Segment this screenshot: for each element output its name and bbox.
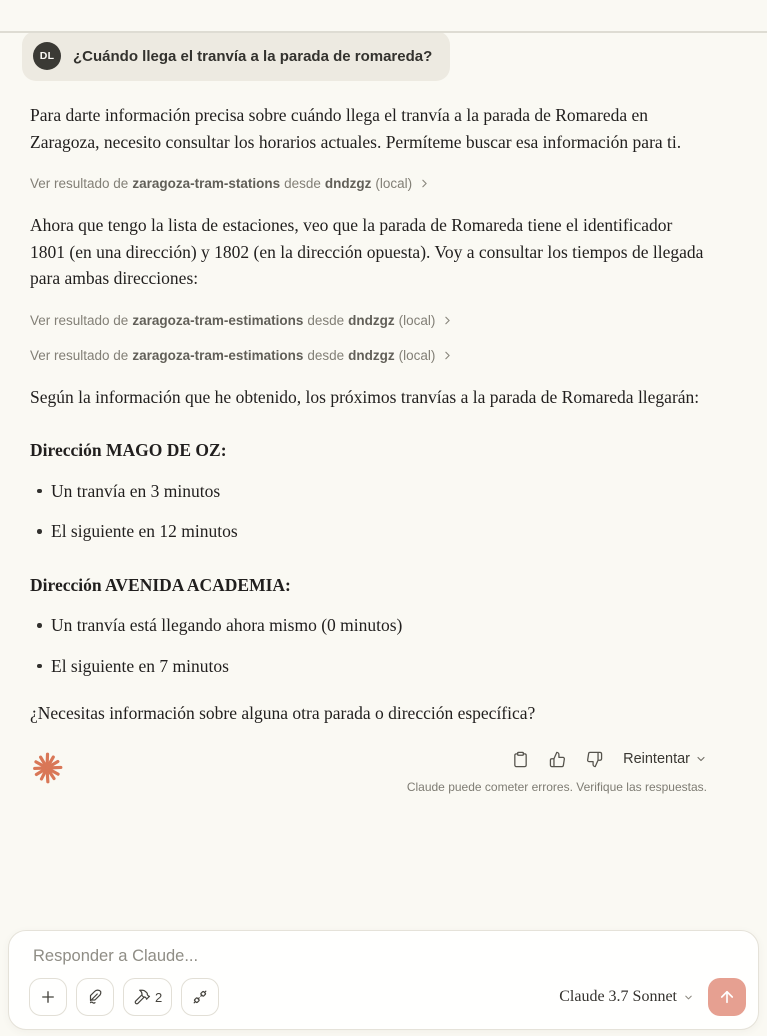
chevron-right-icon	[418, 177, 431, 190]
claude-logo	[30, 751, 64, 790]
tool-result-suffix: (local)	[398, 312, 436, 328]
hammer-icon	[133, 988, 151, 1006]
response-paragraph: Ahora que tengo la lista de estaciones, veo que la parada de Romareda tiene el identificador 1801 (en una dirección) y 1802 (en la dirección opuesta). Voy a consultar los tiempos de llegada para ambas direcciones:	[30, 215, 704, 288]
tool-result-prefix: Ver resultado de	[30, 312, 129, 328]
tool-server: dndzgz	[324, 176, 372, 191]
copy-button[interactable]	[512, 751, 529, 768]
disclaimer-text: Claude puede cometer errores. Verifique las respuestas.	[406, 779, 707, 794]
tool-result-connector: desde	[307, 312, 345, 328]
writing-style-button[interactable]	[76, 978, 114, 1016]
list-item: Un tranvía está llegando ahora mismo (0 minutos)	[30, 612, 707, 639]
response-closing: ¿Necesitas información sobre alguna otra parada o dirección específica?	[30, 703, 536, 723]
arrival-list	[30, 478, 707, 545]
model-label: Claude 3.7 Sonnet	[559, 988, 677, 1005]
tool-name: zaragoza-tram-estimations	[132, 347, 304, 363]
tool-result-suffix: (local)	[375, 176, 413, 191]
composer	[8, 930, 759, 1030]
direction-heading-mago-de-oz: Dirección MAGO DE OZ:	[30, 440, 227, 460]
conversation	[0, 31, 737, 794]
tools-count-badge: 2	[155, 989, 163, 1005]
tool-name: zaragoza-tram-stations	[132, 176, 281, 191]
retry-label: Reintentar	[623, 751, 690, 767]
connector-plug-icon	[191, 988, 209, 1006]
send-button[interactable]	[708, 978, 746, 1016]
direction-heading-avenida-academia: Dirección AVENIDA ACADEMIA:	[30, 574, 291, 595]
tool-result-prefix: Ver resultado de	[30, 347, 129, 363]
chevron-down-icon	[683, 992, 694, 1003]
plus-icon	[39, 988, 57, 1006]
tool-result-link[interactable]	[30, 176, 707, 191]
user-message-bubble[interactable]	[22, 31, 450, 81]
retry-button[interactable]	[623, 751, 707, 767]
tool-server: dndzgz	[348, 312, 395, 328]
clipboard-icon	[512, 751, 529, 768]
list-item: El siguiente en 12 minutos	[30, 518, 707, 545]
connectors-button[interactable]	[181, 978, 219, 1016]
chevron-down-icon	[695, 753, 707, 765]
tool-server: dndzgz	[348, 347, 395, 363]
thumbs-down-button[interactable]	[586, 751, 603, 768]
tools-button[interactable]	[123, 978, 172, 1016]
tool-result-connector: desde	[307, 347, 345, 363]
response-paragraph: Según la información que he obtenido, los próximos tranvías a la parada de Romareda llegarán:	[30, 386, 700, 407]
tool-result-suffix: (local)	[398, 347, 436, 363]
tool-result-prefix: Ver resultado de	[30, 176, 129, 191]
attach-button[interactable]	[29, 978, 67, 1016]
tool-name: zaragoza-tram-estimations	[132, 312, 304, 328]
arrival-list	[30, 612, 707, 679]
user-message-text: ¿Cuándo llega el tranvía a la parada de romareda?	[73, 47, 433, 65]
tool-result-link[interactable]	[30, 348, 707, 363]
chevron-right-icon	[441, 349, 454, 362]
thumbs-up-button[interactable]	[549, 751, 566, 768]
chevron-right-icon	[441, 314, 454, 327]
list-item: Un tranvía en 3 minutos	[30, 478, 707, 505]
model-selector[interactable]	[559, 988, 694, 1006]
quill-pen-icon	[86, 988, 104, 1006]
reply-input[interactable]	[21, 939, 558, 973]
tool-result-link[interactable]	[30, 313, 707, 328]
response-paragraph: Para darte información precisa sobre cuándo llega el tranvía a la parada de Romareda en Zaragoza, necesito consultar los horarios actuales. Permíteme buscar esa información para ti.	[30, 105, 682, 152]
user-avatar: DL	[33, 42, 61, 70]
tool-result-connector: desde	[284, 176, 321, 191]
thumbs-down-icon	[586, 751, 603, 768]
arrow-up-icon	[718, 988, 736, 1006]
thumbs-up-icon	[549, 751, 566, 768]
window-top-border	[0, 31, 767, 33]
list-item: El siguiente en 7 minutos	[30, 653, 707, 680]
